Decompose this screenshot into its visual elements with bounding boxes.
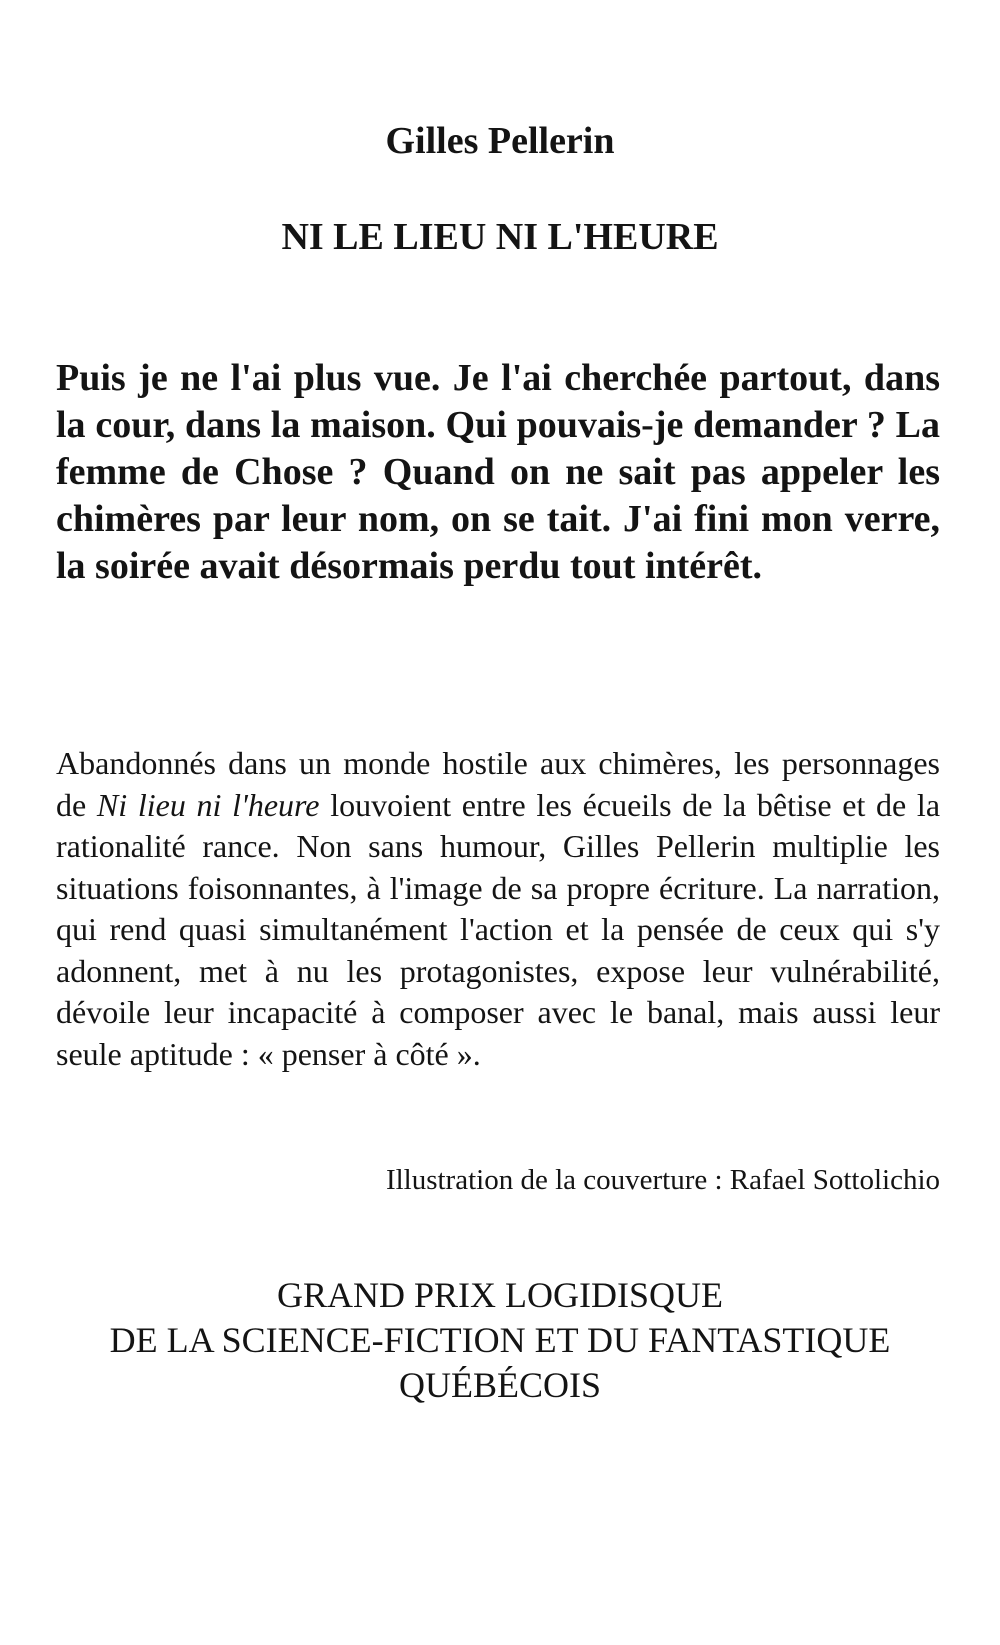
cover-illustration-credit: Illustration de la couverture : Rafael Sottolichio bbox=[385, 1164, 940, 1196]
blurb-paragraph bbox=[56, 743, 940, 1075]
prize-line-1: GRAND PRIX LOGIDISQUE bbox=[277, 1275, 723, 1315]
excerpt-paragraph: Puis je ne l'ai plus vue. Je l'ai cherchée partout, dans la cour, dans la maison. Qui pouvais-je demander ? La femme de Chose ? Quand on ne sait pas appeler les chimères par leur nom, on se tait. J'ai fini mon verre, la soirée avait désormais perdu tout intérêt. bbox=[56, 357, 940, 587]
prize-line-3: QUÉBÉCOIS bbox=[398, 1365, 601, 1405]
blurb-text-part2: louvoient entre les écueils de la bêtise et de la rationalité rance. Non sans humour, Gilles Pellerin multiplie les situations foisonnantes, à l'image de sa propre écriture. La narration, qui rend quasi simultanément l'action et la pensée de ceux qui s'y adonnent, met à nu les protagonistes, expose leur vulnérabilité, dévoile leur incapacité à composer avec le banal, mais aussi leur seule aptitude : « penser à côté ». bbox=[56, 786, 941, 1072]
blurb-text-part1: Abandonnés dans un monde hostile aux chimères, les personnages de bbox=[56, 745, 940, 823]
book-title: NI LE LIEU NI L'HEURE bbox=[281, 216, 719, 258]
prize-mention bbox=[0, 1273, 1000, 1408]
blurb-italic-title: Ni lieu ni l'heure bbox=[96, 786, 320, 823]
author-name: Gilles Pellerin bbox=[385, 120, 615, 162]
prize-line-2: DE LA SCIENCE-FICTION ET DU FANTASTIQUE bbox=[109, 1320, 891, 1360]
